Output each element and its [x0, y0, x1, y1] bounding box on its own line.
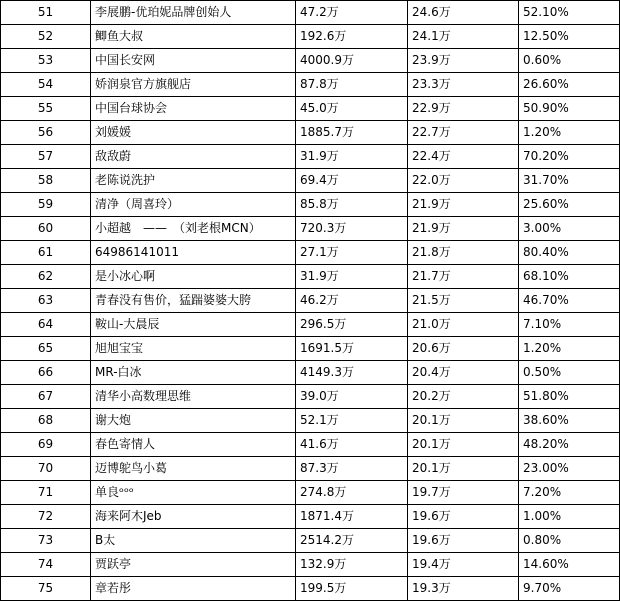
- fans-count-cell: 45.0万: [296, 97, 408, 121]
- table-row: [1, 361, 620, 385]
- account-name-cell: MR-白冰: [91, 361, 296, 385]
- table-row: [1, 385, 620, 409]
- fans-count-cell: 69.4万: [296, 169, 408, 193]
- table-row: [1, 121, 620, 145]
- rank-cell: 68: [1, 409, 91, 433]
- rank-cell: 57: [1, 145, 91, 169]
- table-row: [1, 217, 620, 241]
- account-name-cell: 刘媛媛: [91, 121, 296, 145]
- table-row: [1, 337, 620, 361]
- fans-count-cell: 4000.9万: [296, 49, 408, 73]
- fans-count-cell: 87.8万: [296, 73, 408, 97]
- growth-rate-cell: 48.20%: [519, 433, 620, 457]
- fans-count-cell: 31.9万: [296, 265, 408, 289]
- fans-count-cell: 2514.2万: [296, 529, 408, 553]
- growth-rate-cell: 50.90%: [519, 97, 620, 121]
- account-name-cell: 迈博鸵鸟小葛: [91, 457, 296, 481]
- fans-increase-cell: 20.1万: [408, 409, 519, 433]
- fans-increase-cell: 19.6万: [408, 529, 519, 553]
- rank-cell: 70: [1, 457, 91, 481]
- rank-cell: 73: [1, 529, 91, 553]
- rank-cell: 55: [1, 97, 91, 121]
- account-name-cell: 小超越 —— （刘老根MCN）: [91, 217, 296, 241]
- table-row: [1, 481, 620, 505]
- fans-increase-cell: 22.0万: [408, 169, 519, 193]
- fans-increase-cell: 23.3万: [408, 73, 519, 97]
- rank-cell: 67: [1, 385, 91, 409]
- table-row: [1, 265, 620, 289]
- fans-count-cell: 85.8万: [296, 193, 408, 217]
- account-name-cell: 青春没有售价，猛踹婆婆大胯: [91, 289, 296, 313]
- account-name-cell: 中国台球协会: [91, 97, 296, 121]
- rank-cell: 62: [1, 265, 91, 289]
- account-name-cell: 老陈说洗护: [91, 169, 296, 193]
- growth-rate-cell: 26.60%: [519, 73, 620, 97]
- fans-count-cell: 27.1万: [296, 241, 408, 265]
- fans-count-cell: 41.6万: [296, 433, 408, 457]
- growth-rate-cell: 14.60%: [519, 553, 620, 577]
- table-row: [1, 1, 620, 25]
- table-row: [1, 169, 620, 193]
- fans-increase-cell: 20.4万: [408, 361, 519, 385]
- account-name-cell: 是小冰心啊: [91, 265, 296, 289]
- fans-increase-cell: 22.7万: [408, 121, 519, 145]
- fans-count-cell: 47.2万: [296, 1, 408, 25]
- fans-count-cell: 1691.5万: [296, 337, 408, 361]
- growth-rate-cell: 12.50%: [519, 25, 620, 49]
- growth-rate-cell: 0.50%: [519, 361, 620, 385]
- growth-rate-cell: 1.00%: [519, 505, 620, 529]
- account-name-cell: 娇润泉官方旗舰店: [91, 73, 296, 97]
- fans-count-cell: 4149.3万: [296, 361, 408, 385]
- account-name-cell: 鞍山-大晨辰: [91, 313, 296, 337]
- table-row: [1, 97, 620, 121]
- account-name-cell: B太: [91, 529, 296, 553]
- fans-increase-cell: 19.3万: [408, 577, 519, 601]
- growth-rate-cell: 23.00%: [519, 457, 620, 481]
- growth-rate-cell: 7.10%: [519, 313, 620, 337]
- account-name-cell: 清净（周喜玲）: [91, 193, 296, 217]
- fans-increase-cell: 24.6万: [408, 1, 519, 25]
- growth-rate-cell: 1.20%: [519, 337, 620, 361]
- fans-increase-cell: 24.1万: [408, 25, 519, 49]
- fans-increase-cell: 21.0万: [408, 313, 519, 337]
- table-row: [1, 553, 620, 577]
- table-row: [1, 433, 620, 457]
- fans-count-cell: 87.3万: [296, 457, 408, 481]
- table-row: [1, 289, 620, 313]
- fans-count-cell: 52.1万: [296, 409, 408, 433]
- fans-count-cell: 46.2万: [296, 289, 408, 313]
- rank-cell: 65: [1, 337, 91, 361]
- growth-rate-cell: 3.00%: [519, 217, 620, 241]
- rank-cell: 71: [1, 481, 91, 505]
- fans-increase-cell: 20.1万: [408, 433, 519, 457]
- rank-cell: 51: [1, 1, 91, 25]
- fans-increase-cell: 19.7万: [408, 481, 519, 505]
- table-row: [1, 409, 620, 433]
- growth-rate-cell: 0.80%: [519, 529, 620, 553]
- account-name-cell: 贾跃亭: [91, 553, 296, 577]
- growth-rate-cell: 70.20%: [519, 145, 620, 169]
- table-row: [1, 25, 620, 49]
- table-row: [1, 505, 620, 529]
- fans-increase-cell: 21.8万: [408, 241, 519, 265]
- fans-increase-cell: 19.6万: [408, 505, 519, 529]
- account-name-cell: 敌敌蔚: [91, 145, 296, 169]
- rank-cell: 56: [1, 121, 91, 145]
- rank-cell: 66: [1, 361, 91, 385]
- table-row: [1, 49, 620, 73]
- rank-cell: 61: [1, 241, 91, 265]
- table-row: [1, 457, 620, 481]
- account-name-cell: 谢大炮: [91, 409, 296, 433]
- account-name-cell: 单良ᵒᵒᵒ: [91, 481, 296, 505]
- rank-cell: 59: [1, 193, 91, 217]
- fans-increase-cell: 20.2万: [408, 385, 519, 409]
- fans-increase-cell: 21.5万: [408, 289, 519, 313]
- growth-rate-cell: 52.10%: [519, 1, 620, 25]
- fans-increase-cell: 22.4万: [408, 145, 519, 169]
- account-name-cell: 海来阿木Jeb: [91, 505, 296, 529]
- fans-increase-cell: 20.1万: [408, 457, 519, 481]
- fans-count-cell: 296.5万: [296, 313, 408, 337]
- account-name-cell: 清华小高数理思维: [91, 385, 296, 409]
- table-row: [1, 313, 620, 337]
- rank-cell: 74: [1, 553, 91, 577]
- growth-rate-cell: 0.60%: [519, 49, 620, 73]
- account-name-cell: 64986141011: [91, 241, 296, 265]
- fans-count-cell: 31.9万: [296, 145, 408, 169]
- fans-count-cell: 39.0万: [296, 385, 408, 409]
- account-name-cell: 中国长安网: [91, 49, 296, 73]
- growth-rate-cell: 1.20%: [519, 121, 620, 145]
- rank-cell: 72: [1, 505, 91, 529]
- table-row: [1, 145, 620, 169]
- fans-increase-cell: 21.9万: [408, 217, 519, 241]
- fans-count-cell: 199.5万: [296, 577, 408, 601]
- table-row: [1, 529, 620, 553]
- table-body: [1, 1, 620, 601]
- fans-count-cell: 1885.7万: [296, 121, 408, 145]
- rank-cell: 58: [1, 169, 91, 193]
- fans-count-cell: 192.6万: [296, 25, 408, 49]
- growth-rate-cell: 25.60%: [519, 193, 620, 217]
- account-name-cell: 春色寄情人: [91, 433, 296, 457]
- rank-cell: 63: [1, 289, 91, 313]
- rank-cell: 54: [1, 73, 91, 97]
- fans-increase-cell: 20.6万: [408, 337, 519, 361]
- growth-rate-cell: 38.60%: [519, 409, 620, 433]
- growth-rate-cell: 46.70%: [519, 289, 620, 313]
- rank-cell: 53: [1, 49, 91, 73]
- fans-count-cell: 720.3万: [296, 217, 408, 241]
- fans-increase-cell: 19.4万: [408, 553, 519, 577]
- fans-increase-cell: 21.9万: [408, 193, 519, 217]
- account-name-cell: 旭旭宝宝: [91, 337, 296, 361]
- rank-cell: 75: [1, 577, 91, 601]
- rank-cell: 64: [1, 313, 91, 337]
- table-row: [1, 73, 620, 97]
- growth-rate-cell: 7.20%: [519, 481, 620, 505]
- fans-count-cell: 274.8万: [296, 481, 408, 505]
- table-row: [1, 577, 620, 601]
- fans-increase-cell: 23.9万: [408, 49, 519, 73]
- fans-increase-cell: 21.7万: [408, 265, 519, 289]
- growth-rate-cell: 51.80%: [519, 385, 620, 409]
- table-row: [1, 241, 620, 265]
- account-name-cell: 章若彤: [91, 577, 296, 601]
- fans-increase-cell: 22.9万: [408, 97, 519, 121]
- growth-rate-cell: 31.70%: [519, 169, 620, 193]
- account-name-cell: 鲫鱼大叔: [91, 25, 296, 49]
- growth-rate-cell: 68.10%: [519, 265, 620, 289]
- fans-count-cell: 1871.4万: [296, 505, 408, 529]
- growth-rate-cell: 80.40%: [519, 241, 620, 265]
- growth-rate-cell: 9.70%: [519, 577, 620, 601]
- rank-cell: 60: [1, 217, 91, 241]
- account-name-cell: 李展鹏-优珀妮品牌创始人: [91, 1, 296, 25]
- rank-cell: 69: [1, 433, 91, 457]
- table-row: [1, 193, 620, 217]
- rank-cell: 52: [1, 25, 91, 49]
- fans-count-cell: 132.9万: [296, 553, 408, 577]
